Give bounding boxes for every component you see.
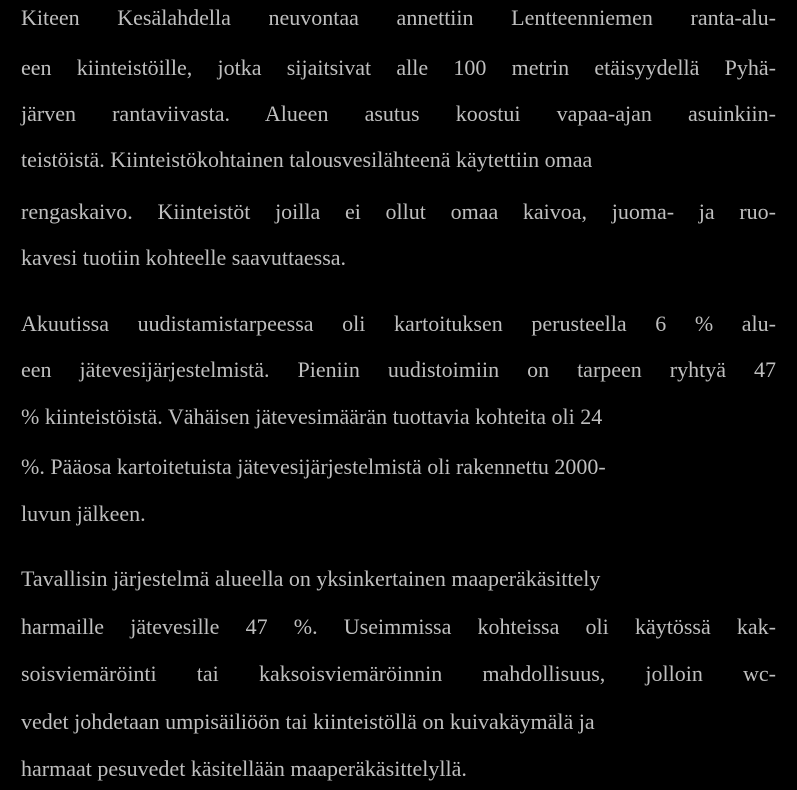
paragraph-line: een jätevesijärjestelmistä. Pieniin uudistoimiin on tarpeen ryhtyä 47	[21, 357, 776, 382]
paragraph-line: teistöistä. Kiinteistökohtainen talousvesilähteenä käytettiin omaa	[21, 147, 593, 172]
paragraph-line: %. Pääosa kartoitetuista jätevesijärjestelmistä oli rakennettu 2000-	[21, 454, 606, 479]
paragraph-line: vedet johdetaan umpisäiliöön tai kiinteistöllä on kuivakäymälä ja	[21, 709, 595, 734]
paragraph-line: luvun jälkeen.	[21, 501, 146, 526]
paragraph-line: rengaskaivo. Kiinteistöt joilla ei ollut omaa kaivoa, juoma- ja ruo-	[21, 199, 776, 224]
paragraph-line: een kiinteistöille, jotka sijaitsivat alle 100 metrin etäisyydellä Pyhä-	[21, 55, 776, 80]
paragraph-line: järven rantaviivasta. Alueen asutus koostui vapaa-ajan asuinkiin-	[21, 101, 776, 126]
paragraph-line: soisviemäröinti tai kaksoisviemäröinnin mahdollisuus, jolloin wc-	[21, 661, 776, 686]
paragraph-line: Tavallisin järjestelmä alueella on yksinkertainen maaperäkäsittely	[21, 566, 601, 591]
paragraph-line: Kiteen Kesälahdella neuvontaa annettiin Lentteenniemen ranta-alu-	[21, 5, 776, 30]
paragraph-line: Akuutissa uudistamistarpeessa oli kartoituksen perusteella 6 % alu-	[21, 311, 776, 336]
paragraph-line: harmaille jätevesille 47 %. Useimmissa kohteissa oli käytössä kak-	[21, 614, 776, 639]
paragraph-line: harmaat pesuvedet käsitellään maaperäkäsittelyllä.	[21, 756, 467, 781]
paragraph-line: % kiinteistöistä. Vähäisen jätevesimäärän tuottavia kohteita oli 24	[21, 404, 603, 429]
paragraph-line: kavesi tuotiin kohteelle saavuttaessa.	[21, 245, 347, 270]
